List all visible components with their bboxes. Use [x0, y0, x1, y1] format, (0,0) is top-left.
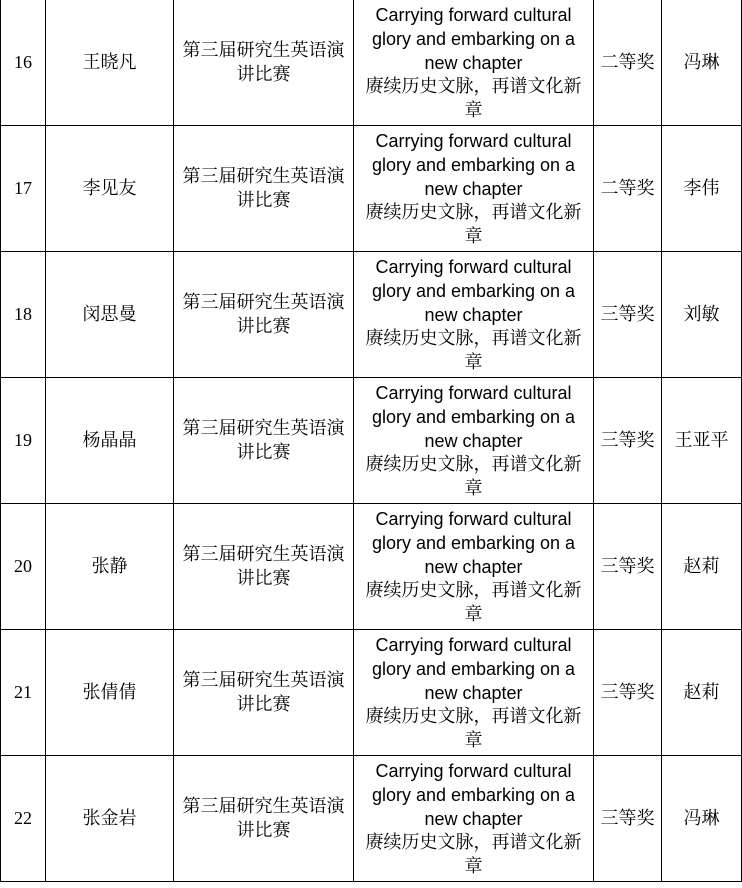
- theme-english: Carrying forward cultural glory and embarking on a new chapter: [371, 634, 576, 703]
- event-name: 第三届研究生英语演讲比赛: [174, 252, 354, 378]
- row-number: 20: [14, 556, 32, 576]
- speech-theme: [354, 756, 594, 882]
- student-name: 杨晶晶: [46, 378, 174, 504]
- awards-table-body: [1, 0, 742, 882]
- row-number: 17: [14, 178, 32, 198]
- speech-theme: [354, 252, 594, 378]
- row-number-cell: [1, 126, 46, 252]
- advisor-name: 冯琳: [662, 756, 742, 882]
- theme-english: Carrying forward cultural glory and embarking on a new chapter: [371, 256, 576, 325]
- event-name: 第三届研究生英语演讲比赛: [174, 630, 354, 756]
- row-number: 21: [14, 682, 32, 702]
- row-number-cell: [1, 0, 46, 126]
- event-name: 第三届研究生英语演讲比赛: [174, 0, 354, 126]
- theme-chinese: 赓续历史文脉，再谱文化新章: [365, 579, 582, 625]
- table-row: [1, 378, 742, 504]
- student-name: 王晓凡: [46, 0, 174, 126]
- row-number: 18: [14, 304, 32, 324]
- table-row: [1, 0, 742, 126]
- theme-english: Carrying forward cultural glory and embarking on a new chapter: [371, 4, 576, 73]
- prize-level: 三等奖: [594, 252, 662, 378]
- row-number: 16: [14, 52, 32, 72]
- theme-english: Carrying forward cultural glory and embarking on a new chapter: [371, 508, 576, 577]
- table-row: [1, 126, 742, 252]
- speech-theme: [354, 504, 594, 630]
- row-number-cell: [1, 378, 46, 504]
- student-name: 李见友: [46, 126, 174, 252]
- speech-theme: [354, 0, 594, 126]
- prize-level: 三等奖: [594, 756, 662, 882]
- advisor-name: 赵莉: [662, 504, 742, 630]
- row-number: 19: [14, 430, 32, 450]
- prize-level: 三等奖: [594, 630, 662, 756]
- row-number: 22: [14, 808, 32, 828]
- advisor-name: 冯琳: [662, 0, 742, 126]
- advisor-name: 李伟: [662, 126, 742, 252]
- theme-chinese: 赓续历史文脉，再谱文化新章: [365, 327, 582, 373]
- event-name: 第三届研究生英语演讲比赛: [174, 126, 354, 252]
- advisor-name: 王亚平: [662, 378, 742, 504]
- theme-english: Carrying forward cultural glory and embarking on a new chapter: [371, 130, 576, 199]
- speech-theme: [354, 126, 594, 252]
- event-name: 第三届研究生英语演讲比赛: [174, 756, 354, 882]
- table-row: [1, 630, 742, 756]
- speech-theme: [354, 378, 594, 504]
- event-name: 第三届研究生英语演讲比赛: [174, 378, 354, 504]
- student-name: 张倩倩: [46, 630, 174, 756]
- table-row: [1, 252, 742, 378]
- theme-english: Carrying forward cultural glory and embarking on a new chapter: [371, 382, 576, 451]
- row-number-cell: [1, 630, 46, 756]
- prize-level: 三等奖: [594, 378, 662, 504]
- event-name: 第三届研究生英语演讲比赛: [174, 504, 354, 630]
- advisor-name: 刘敏: [662, 252, 742, 378]
- table-row: [1, 756, 742, 882]
- theme-chinese: 赓续历史文脉，再谱文化新章: [365, 75, 582, 121]
- row-number-cell: [1, 756, 46, 882]
- student-name: 张金岩: [46, 756, 174, 882]
- student-name: 张静: [46, 504, 174, 630]
- prize-level: 二等奖: [594, 0, 662, 126]
- prize-level: 二等奖: [594, 126, 662, 252]
- theme-chinese: 赓续历史文脉，再谱文化新章: [365, 453, 582, 499]
- theme-chinese: 赓续历史文脉，再谱文化新章: [365, 201, 582, 247]
- theme-chinese: 赓续历史文脉，再谱文化新章: [365, 705, 582, 751]
- prize-level: 三等奖: [594, 504, 662, 630]
- theme-english: Carrying forward cultural glory and embarking on a new chapter: [371, 760, 576, 829]
- speech-theme: [354, 630, 594, 756]
- row-number-cell: [1, 252, 46, 378]
- student-name: 闵思曼: [46, 252, 174, 378]
- theme-chinese: 赓续历史文脉，再谱文化新章: [365, 831, 582, 877]
- advisor-name: 赵莉: [662, 630, 742, 756]
- table-row: [1, 504, 742, 630]
- row-number-cell: [1, 504, 46, 630]
